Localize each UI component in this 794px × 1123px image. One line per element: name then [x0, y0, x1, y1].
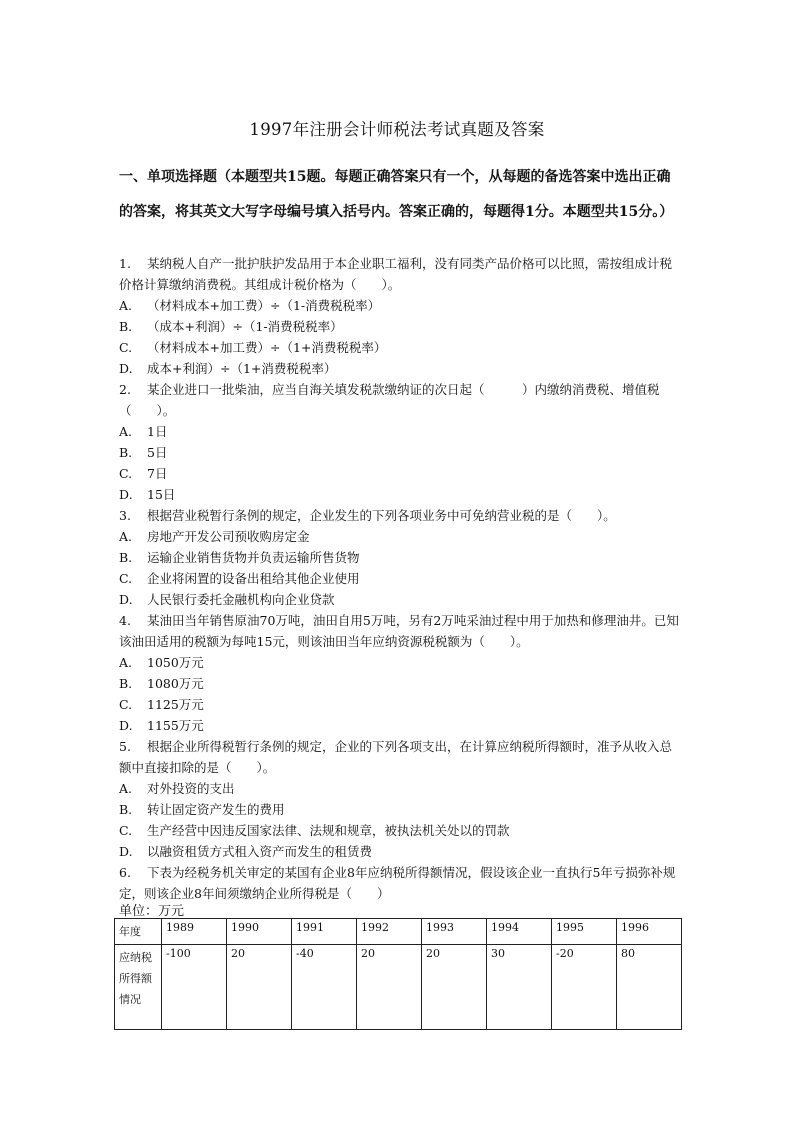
row-label-cell: 应纳税所得额情况: [115, 945, 162, 1030]
document-title: 1997年注册会计师税法考试真题及答案: [249, 120, 545, 139]
question-text: 根据企业所得税暂行条例的规定，企业的下列各项支出，在计算应纳税所得额时，准予从收入总额中直接扣除的是（ ）。: [119, 739, 673, 775]
option-1a: A. （材料成本+加工费）÷（1-消费税税率）: [119, 298, 381, 313]
question-text: 根据营业税暂行条例的规定，企业发生的下列各项业务中可免纳营业税的是（ ）。: [147, 508, 616, 523]
year-cell: 1995: [552, 919, 617, 945]
option-4b: B. 1080万元: [119, 676, 204, 691]
question-number: 2.: [119, 382, 131, 397]
option-5d: D. 以融资租赁方式租入资产而发生的租赁费: [119, 844, 373, 859]
question-4: [119, 610, 684, 652]
option-4c: C. 1125万元: [119, 697, 204, 712]
year-cell: 1992: [357, 919, 422, 945]
question-number: 3.: [119, 508, 131, 523]
value-cell: -100: [162, 945, 227, 1030]
unit-label: 单位：万元: [119, 904, 185, 919]
question-text: 某企业进口一批柴油，应当自海关填发税款缴纳证的次日起（ ）内缴纳消费税、增值税（ ）。: [119, 382, 660, 418]
value-cell: 30: [487, 945, 552, 1030]
question-2: [119, 379, 684, 421]
year-cell: 1994: [487, 919, 552, 945]
value-cell: 80: [617, 945, 682, 1030]
option-1d: D. 成本+利润）÷（1+消费税税率）: [119, 361, 337, 376]
option-4a: A. 1050万元: [119, 655, 204, 670]
option-3c: C. 企业将闲置的设备出租给其他企业使用: [119, 571, 360, 586]
question-number: 6.: [119, 865, 131, 880]
option-3a: A. 房地产开发公司预收购房定金: [119, 529, 310, 544]
question-text: 某油田当年销售原油70万吨，油田自用5万吨，另有2万吨采油过程中用于加热和修理油井。已知该油田适用的税额为每吨15元，则该油田当年应纳资源税税额为（ ）。: [119, 613, 679, 649]
question-1: [119, 253, 684, 295]
value-cell: 20: [422, 945, 487, 1030]
year-cell: 1989: [162, 919, 227, 945]
option-4d: D. 1155万元: [119, 718, 204, 733]
option-5b: B. 转让固定资产发生的费用: [119, 802, 285, 817]
value-cell: 20: [357, 945, 422, 1030]
question-number: 1.: [119, 256, 131, 271]
option-2d: D. 15日: [119, 487, 176, 502]
option-2c: C. 7日: [119, 466, 168, 481]
option-3b: B. 运输企业销售货物并负责运输所售货物: [119, 550, 360, 565]
option-5a: A. 对外投资的支出: [119, 781, 235, 796]
question-5: [119, 736, 684, 778]
question-3: [119, 505, 684, 526]
value-cell: -40: [292, 945, 357, 1030]
option-5c: C. 生产经营中因违反国家法律、法规和规章，被执法机关处以的罚款: [119, 823, 510, 838]
question-number: 4.: [119, 613, 131, 628]
section-heading: 一、单项选择题（本题型共15题。每题正确答案只有一个，从每题的备选答案中选出正确的答案，将其英文大写字母编号填入括号内。答案正确的，每题得1分。本题型共15分。）: [119, 169, 674, 220]
option-3d: D. 人民银行委托金融机构向企业贷款: [119, 592, 335, 607]
value-cell: 20: [227, 945, 292, 1030]
option-2b: B. 5日: [119, 445, 168, 460]
value-cell: -20: [552, 945, 617, 1030]
question-number: 5.: [119, 739, 131, 754]
table-header-row: [115, 919, 682, 945]
year-cell: 1996: [617, 919, 682, 945]
year-cell: 1993: [422, 919, 487, 945]
header-label-cell: 年度: [115, 919, 162, 945]
question-6: [119, 862, 684, 904]
year-cell: 1991: [292, 919, 357, 945]
table-values-row: [115, 945, 682, 1030]
income-table: [114, 918, 682, 1030]
questions-body: [119, 253, 684, 904]
option-1c: C. （材料成本+加工费）÷（1+消费税税率）: [119, 340, 387, 355]
year-cell: 1990: [227, 919, 292, 945]
option-1b: B. （成本+利润）÷（1-消费税税率）: [119, 319, 343, 334]
question-text: 某纳税人自产一批护肤护发品用于本企业职工福利，没有同类产品价格可以比照，需按组成计税价格计算缴纳消费税。其组成计税价格为（ ）。: [119, 256, 673, 292]
question-text: 下表为经税务机关审定的某国有企业8年应纳税所得额情况，假设该企业一直执行5年亏损弥补规定，则该企业8年间须缴纳企业所得税是（ ）: [119, 865, 676, 901]
option-2a: A. 1日: [119, 424, 168, 439]
